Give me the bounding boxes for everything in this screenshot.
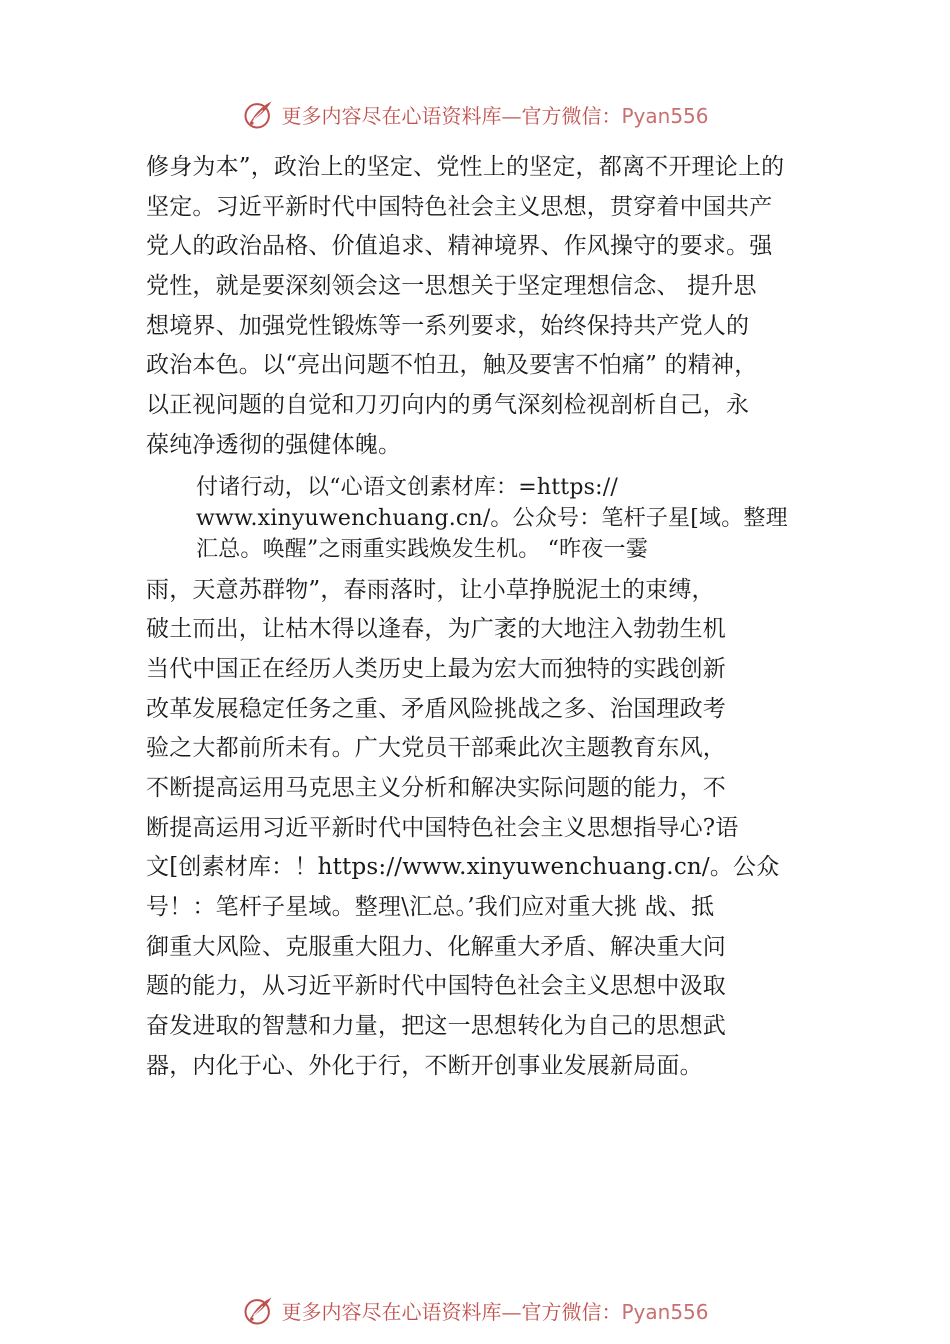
text-line: 奋发进取的智慧和力量，把这一思想转化为自己的思想武 (146, 1013, 726, 1040)
text-line: 付诸行动，以“心语文创素材库：=https:// (196, 474, 618, 500)
header-banner (0, 94, 950, 134)
text-line: 文[创素材库：！https://www.xinyuwenchuang.cn/。公众 (146, 854, 780, 881)
paragraph-1 (146, 148, 826, 466)
footer-wechat-id: Pyan556 (621, 1299, 709, 1324)
text-line: 党性，就是要深刻领会这一思想关于坚定理想信念、 提升思 (146, 273, 757, 300)
text-line: 想境界、加强党性锻炼等一系列要求，始终保持共产党人的 (146, 312, 750, 339)
header-banner-label: 更多内容尽在心语资料库—官方微信： (281, 103, 622, 128)
text-line: 葆纯净透彻的强健体魄。 (146, 431, 402, 458)
document-body (146, 148, 826, 1086)
text-line: 改革发展稳定任务之重、矛盾风险挑战之多、治国理政考 (146, 695, 726, 722)
text-line: www.xinyuwenchuang.cn/。公众号：笔杆子星[域。整理 (196, 505, 788, 531)
header-banner-text (281, 100, 708, 129)
quill-pen-logo-icon (241, 96, 277, 132)
text-line: 雨，天意苏群物”，春雨落时，让小草挣脱泥土的束缚， (146, 576, 715, 603)
text-line: 汇总。唤醒”之雨重实践焕发生机。 “昨夜一霎 (196, 536, 648, 562)
text-line: 党人的政治品格、价值追求、精神境界、作风操守的要求。强 (146, 233, 773, 260)
footer-banner-inner (241, 1292, 708, 1328)
text-line: 器，内化于心、外化于行，不断开创事业发展新局面。 (146, 1052, 703, 1079)
text-line: 断提高运用习近平新时代中国特色社会主义思想指导心?语 (146, 814, 739, 841)
text-line: 破土而出，让枯木得以逢春，为广袤的大地注入勃勃生机 (146, 616, 726, 643)
header-wechat-id: Pyan556 (621, 103, 709, 128)
text-line: 修身为本”，政治上的坚定、党性上的坚定，都离不开理论上的 (146, 154, 785, 180)
text-line: 政治本色。以“亮出问题不怕丑，触及要害不怕痛” 的精神， (146, 352, 758, 379)
footer-banner-text (281, 1296, 708, 1325)
header-banner-inner (241, 96, 708, 132)
text-line: 验之大都前所未有。广大党员干部乘此次主题教育东风， (146, 735, 726, 762)
text-line: 号！：笔杆子星域。整理\汇总。’我们应对重大挑 战、抵 (146, 894, 715, 920)
text-line: 当代中国正在经历人类历史上最为宏大而独特的实践创新 (146, 655, 726, 682)
text-line: 以正视问题的自觉和刀刃向内的勇气深刻检视剖析自己，永 (146, 392, 750, 419)
indented-paragraph (196, 472, 826, 565)
text-line: 题的能力，从习近平新时代中国特色社会主义思想中汲取 (146, 973, 726, 1000)
quill-pen-logo-icon (241, 1292, 277, 1328)
text-line: 御重大风险、克服重大阻力、化解重大矛盾、解决重大问 (146, 933, 726, 960)
footer-banner (0, 1290, 950, 1330)
footer-banner-label: 更多内容尽在心语资料库—官方微信： (281, 1299, 622, 1324)
text-line: 坚定。习近平新时代中国特色社会主义思想，贯穿着中国共产 (146, 193, 773, 220)
text-line: 不断提高运用马克思主义分析和解决实际问题的能力，不 (146, 774, 726, 801)
paragraph-2 (146, 571, 826, 1087)
